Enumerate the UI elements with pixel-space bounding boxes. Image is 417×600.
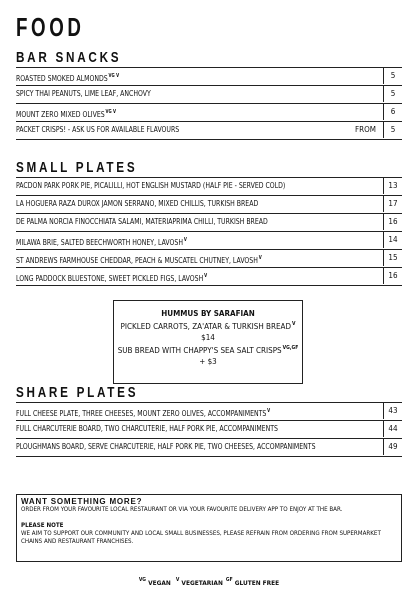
menu-item-price: 43 [383,403,402,419]
diet-tags: VG,GF [282,345,299,351]
menu-item-price: 44 [383,421,402,437]
section-heading-bar-snacks: BAR SNACKS [16,49,122,66]
diet-tags: V [183,237,187,243]
hummus-substitution: SUB BREAD WITH CHAPPY'S SEA SALT $CRISPS^{VG,GF}$ [117,345,299,355]
diet-tags: VG V [105,109,117,115]
menu-item-name: MOUNT ZERO MIXED $OLIVES^{VG V}$ [16,109,117,119]
menu-item [16,421,402,439]
menu-item-name: LA HOGUERA RAZA DUROX JAMON SERRANO, MIXED CHILLIS, TURKISH BREAD [16,199,259,208]
diet-tags: V [204,273,208,279]
vegetarian-label: VEGETARIAN [181,579,223,587]
menu-item-name: LONG PADDOCK BLUESTONE, SWEET PICKLED FIGS, $LAVOSH^V$ [16,273,208,283]
gluten-free-label: GLUTEN FREE [234,579,280,587]
hummus-feature-box [113,300,303,384]
gluten-free-tag: GF [225,577,233,583]
menu-item [16,68,402,86]
vegan-label: VEGAN [148,579,171,587]
diet-tags: V [291,321,296,327]
vegetarian-tag: V [175,577,180,583]
menu-item-price: 5 [383,68,402,84]
notice-heading: WANT SOMETHING MORE? [21,497,143,506]
menu-item-price: 13 [383,178,402,194]
menu-item [16,232,402,250]
menu-item-price: 6 [383,104,402,120]
please-note-text: WE AIM TO SUPPORT OUR COMMUNITY AND LOCAL SMALL BUSINESSES, PLEASE REFRAIN FROM ORDERING FROM SUPERMARKET CHAINS AND RESTAURANT FRANCHISES. [21,530,381,545]
share-plates-list [16,402,402,457]
section-heading-small-plates: SMALL PLATES [16,159,138,176]
menu-item-name: PACDON PARK PORK PIE, PICALILLI, HOT ENGLISH MUSTARD (HALF PIE - SERVED COLD) [16,181,286,190]
menu-item [16,250,402,268]
dietary-legend [0,577,417,587]
hummus-description: PICKLED CARROTS, ZA'ATAR & TURKISH $BREAD^V$ [120,321,296,331]
menu-item [16,268,402,286]
menu-item-price: 14 [383,232,402,248]
menu-item-price: 15 [383,250,402,266]
menu-item-name: PLOUGHMANS BOARD, SERVE CHARCUTERIE, HALF PORK PIE, TWO CHEESES, ACCOMPANIMENTS [16,442,316,451]
section-heading-share-plates: SHARE PLATES [16,384,139,401]
menu-item [16,178,402,196]
menu-item-name: SPICY THAI PEANUTS, LIME LEAF, ANCHOVY [16,89,151,98]
small-plates-list [16,177,402,286]
diet-tags: V [267,408,271,414]
menu-item [16,104,402,122]
menu-item-name: ROASTED SMOKED $ALMONDS^{VG V}$ [16,73,120,83]
bar-snacks-list [16,67,402,140]
menu-item [16,86,402,104]
menu-item-name: FULL CHEESE PLATE, THREE CHEESES, MOUNT ZERO OLIVES, $ACCOMPANIMENTS^V$ [16,408,271,418]
diet-tags: VG V [108,73,120,79]
page-title: FOOD [16,12,85,42]
menu-item-name: DE PALMA NORCIA FINOCCHIATA SALAMI, MATERIAPRIMA CHILLI, TURKISH BREAD [16,217,268,226]
hummus-price: $14 [201,333,215,342]
notice-text: ORDER FROM YOUR FAVOURITE LOCAL RESTAURANT OR VIA YOUR FAVOURITE DELIVERY APP TO ENJOY AT THE BAR. [21,506,343,513]
menu-item [16,122,402,140]
price-from-label: FROM [354,125,376,134]
menu-item-name: PACKET CRISPS! - ASK US FOR AVAILABLE FLAVOURS [16,125,180,134]
vegan-tag: VG [138,577,147,583]
hummus-title: HUMMUS BY SARAFIAN [161,309,255,318]
menu-item-price: 49 [383,439,402,455]
hummus-substitution-price: + $3 [199,357,217,366]
menu-item-price: 16 [383,214,402,230]
menu-item-name: ST ANDREWS FARMHOUSE CHEDDAR, PEACH & MUSCATEL CHUTNEY, $LAVOSH^V$ [16,255,262,265]
menu-item-price: 5 [383,122,402,138]
menu-item-price: 5 [383,86,402,102]
menu-item [16,196,402,214]
notice-box [16,494,402,562]
menu-item-price: 17 [383,196,402,212]
diet-tags: V [258,255,262,261]
menu-item-price: 16 [383,268,402,284]
menu-item [16,439,402,457]
menu-item-name: FULL CHARCUTERIE BOARD, TWO CHARCUTERIE, HALF PORK PIE, ACCOMPANIMENTS [16,424,278,433]
menu-item [16,403,402,421]
please-note-heading: PLEASE NOTE [21,522,64,529]
menu-item-name: MILAWA BRIE, SALTED BEECHWORTH HONEY, $LAVOSH^V$ [16,237,187,247]
menu-item [16,214,402,232]
